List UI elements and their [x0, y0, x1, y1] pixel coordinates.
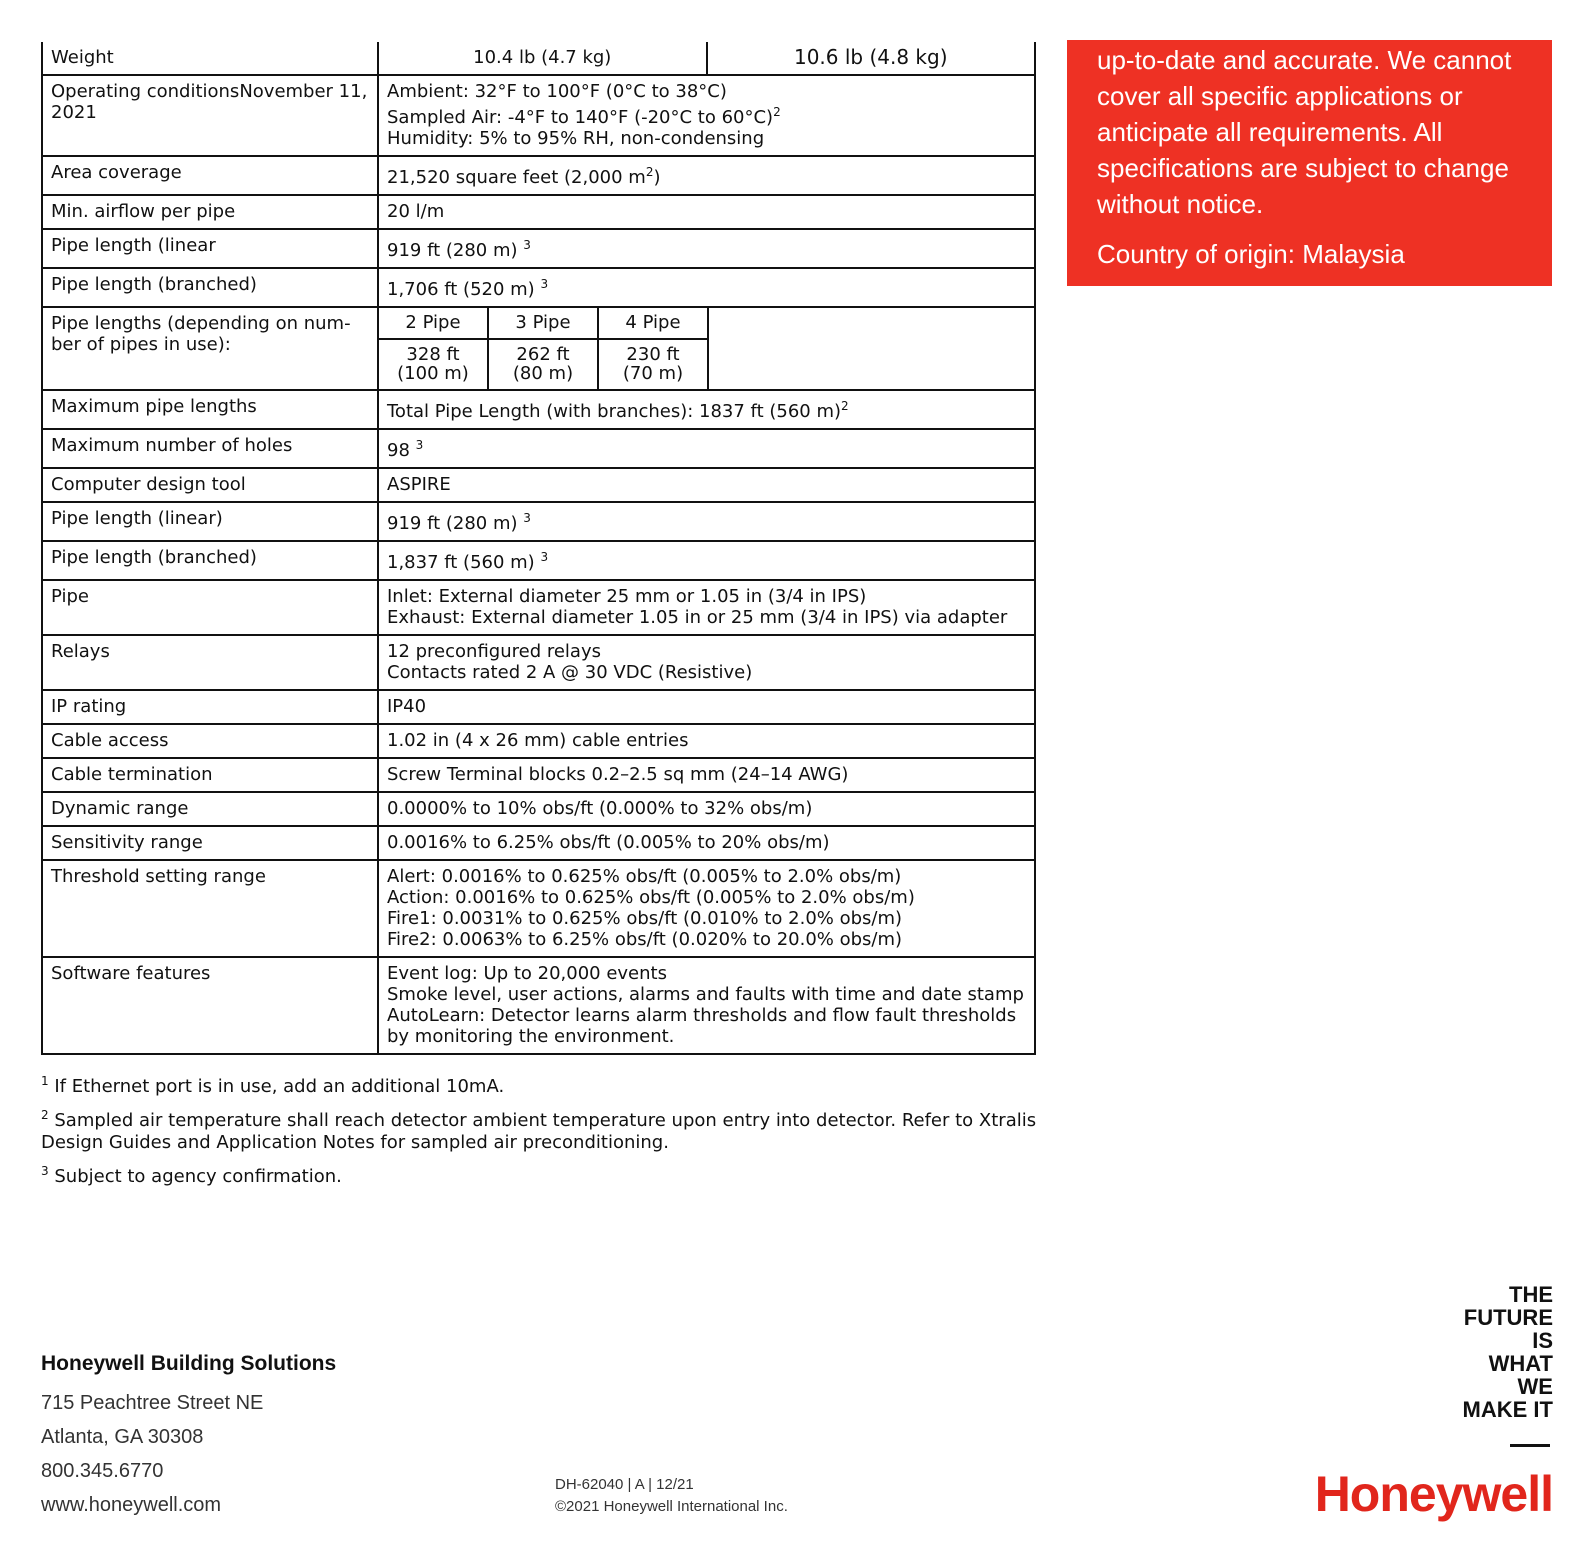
row-label: Pipe length (branched)	[42, 541, 378, 580]
table-row	[42, 792, 1035, 826]
row-value: Alert: 0.0016% to 0.625% obs/ft (0.005% to 2.0% obs/m) Action: 0.0016% to 0.625% obs/ft (0.005% to 2.0% obs/m) Fire1: 0.0031% to 0.625% obs/ft (0.010% to 2.0% obs/m) Fire2: 0.0063% to 6.25% obs/ft (0.020% to 20.0% obs/m)	[378, 860, 1035, 957]
row-label: Weight	[42, 42, 378, 75]
table-row	[42, 307, 1035, 390]
table-row	[42, 635, 1035, 690]
honeywell-logo: Honeywell	[1314, 1466, 1553, 1522]
row-label: Maximum pipe lengths	[42, 390, 378, 429]
weight-value-a: 10.4 lb (4.7 kg)	[473, 47, 612, 68]
table-row	[42, 580, 1035, 635]
document-info	[555, 1474, 788, 1518]
footnote: $^3$ Subject to agency confirmation.	[41, 1164, 342, 1187]
table-row	[42, 429, 1035, 468]
row-label: Dynamic range	[42, 792, 378, 826]
row-value: 12 preconfigured relays Contacts rated 2 A @ 30 VDC (Resistive)	[378, 635, 1035, 690]
row-label: Relays	[42, 635, 378, 690]
company-name: Honeywell Building Solutions	[41, 1352, 337, 1375]
row-label: Cable termination	[42, 758, 378, 792]
table-row	[42, 195, 1035, 229]
document-code: DH-62040 | A | 12/21	[555, 1476, 694, 1493]
website-link[interactable]: www.honeywell.com	[41, 1494, 222, 1516]
row-label: Area coverage	[42, 156, 378, 195]
row-value: 1,837 ft (560 m) $^3$	[378, 541, 1035, 580]
pipe-lengths-subtable: 2 Pipe 3 Pipe 4 Pipe 328 ft (100 m) 262 ft (80 m) 230 ft (70 m)	[379, 308, 709, 389]
row-label: Min. airflow per pipe	[42, 195, 378, 229]
disclaimer-text: up-to-date and accurate. We cannot cover all specific applications or anticipate all requirements. All specifications are subject to change without notice.	[1097, 45, 1512, 219]
row-label: Computer design tool	[42, 468, 378, 502]
row-label: Software features	[42, 957, 378, 1054]
row-value: 919 ft (280 m) $^3$	[378, 229, 1035, 268]
table-row	[42, 860, 1035, 957]
row-label: Pipe length (linear	[42, 229, 378, 268]
row-label: Pipe length (linear)	[42, 502, 378, 541]
row-value: 0.0000% to 10% obs/ft (0.000% to 32% obs/m)	[378, 792, 1035, 826]
disclaimer-box	[1067, 40, 1552, 286]
row-value: 1.02 in (4 x 26 mm) cable entries	[378, 724, 1035, 758]
footnote: $^1$ If Ethernet port is in use, add an additional 10mA.	[41, 1074, 505, 1097]
table-row	[42, 268, 1035, 307]
row-label: Pipe	[42, 580, 378, 635]
address-street: 715 Peachtree Street NE	[41, 1392, 264, 1414]
row-label: Maximum number of holes	[42, 429, 378, 468]
phone-number: 800.345.6770	[41, 1460, 164, 1482]
row-value: Total Pipe Length (with branches): 1837 ft (560 m)$^2$	[378, 390, 1035, 429]
row-value: IP40	[378, 690, 1035, 724]
table-row	[42, 156, 1035, 195]
table-row	[42, 758, 1035, 792]
spec-table	[41, 42, 1036, 1055]
table-row	[42, 468, 1035, 502]
row-label: Operating conditionsNovember 11, 2021	[42, 75, 378, 156]
tagline-divider	[1510, 1444, 1550, 1447]
row-value: ASPIRE	[378, 468, 1035, 502]
row-label: Cable access	[42, 724, 378, 758]
table-row	[42, 42, 1035, 75]
footnote: $^2$ Sampled air temperature shall reach detector ambient temperature upon entry into detector. Refer to Xtralis Design Guides and Application Notes for sampled air preconditioning.	[41, 1108, 1037, 1153]
weight-value-b: 10.6 lb (4.8 kg)	[706, 42, 1035, 74]
row-value: 919 ft (280 m) $^3$	[378, 502, 1035, 541]
table-row	[42, 690, 1035, 724]
footnotes	[41, 1070, 1041, 1194]
table-row	[42, 390, 1035, 429]
table-row	[42, 75, 1035, 156]
row-value: 98 $^3$	[378, 429, 1035, 468]
row-label: Threshold setting range	[42, 860, 378, 957]
country-of-origin: Country of origin: Malaysia	[1097, 239, 1405, 269]
row-value: 1,706 ft (520 m) $^3$	[378, 268, 1035, 307]
row-value: Event log: Up to 20,000 events Smoke level, user actions, alarms and faults with time and date stamp AutoLearn: Detector learns alarm thresholds and flow fault thresholds by monitoring the environment.	[378, 957, 1035, 1054]
row-value: 21,520 square feet (2,000 $m^2$)	[378, 156, 1035, 195]
tagline: THE FUTURE IS WHAT WE MAKE IT	[1462, 1282, 1553, 1422]
row-label: Pipe length (branched)	[42, 268, 378, 307]
row-value: Inlet: External diameter 25 mm or 1.05 in (3/4 in IPS) Exhaust: External diameter 1.05 in or 25 mm (3/4 in IPS) via adapter	[378, 580, 1035, 635]
address-city: Atlanta, GA 30308	[41, 1426, 204, 1448]
row-value: 0.0016% to 6.25% obs/ft (0.005% to 20% obs/m)	[378, 826, 1035, 860]
company-address	[41, 1352, 336, 1522]
table-row	[42, 724, 1035, 758]
table-row	[42, 541, 1035, 580]
table-row	[42, 229, 1035, 268]
table-row	[42, 957, 1035, 1054]
table-row	[42, 826, 1035, 860]
copyright: ©2021 Honeywell International Inc.	[555, 1498, 788, 1515]
row-value: 20 l/m	[378, 195, 1035, 229]
table-row	[42, 502, 1035, 541]
row-label: Sensitivity range	[42, 826, 378, 860]
row-value: Screw Terminal blocks 0.2–2.5 sq mm (24–14 AWG)	[378, 758, 1035, 792]
row-value: Ambient: 32°F to 100°F (0°C to 38°C) Sampled Air: -4°F to 140°F (-20°C to 60°C)$^2$ Humidity: 5% to 95% RH, non-condensing	[378, 75, 1035, 156]
row-label: IP rating	[42, 690, 378, 724]
row-label: Pipe lengths (depending on num-ber of pipes in use):	[42, 307, 378, 390]
